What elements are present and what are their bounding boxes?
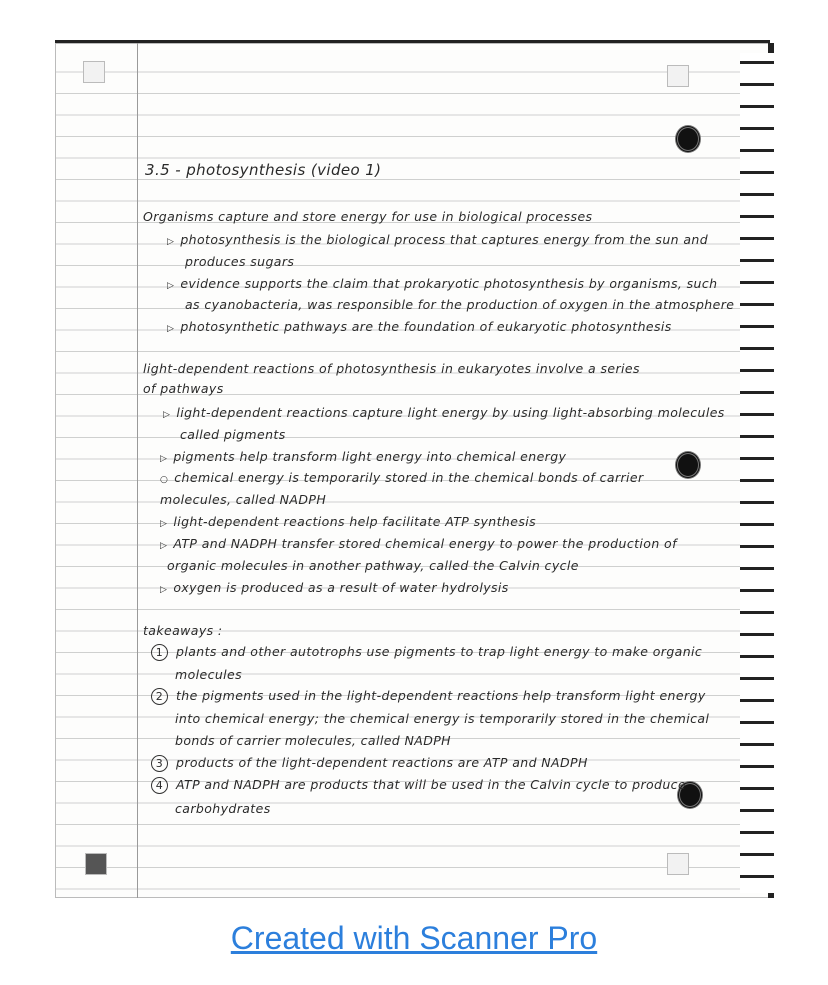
scan-corner-marker [667,853,689,875]
footer [0,920,828,957]
takeaways-heading: takeaways : [143,623,223,638]
scan-corner-marker [83,61,105,83]
margin-line [137,43,138,898]
bullet-icon: ▷ [160,519,168,529]
note-line: ▷ light-dependent reactions capture light energy by using light-absorbing molecules [163,405,725,420]
takeaway-line: bonds of carrier molecules, called NADPH [175,733,451,748]
punch-hole-icon [675,125,701,153]
scan-corner-marker [85,853,107,875]
takeaway-item: 1 plants and other autotrophs use pigments to trap light energy to make organic [151,644,702,661]
note-line: ▷ ATP and NADPH transfer stored chemical energy to power the production of [160,536,677,551]
note-line: ▷ photosynthetic pathways are the foundation of eukaryotic photosynthesis [167,319,672,334]
note-title: 3.5 - photosynthesis (video 1) [145,161,382,179]
bullet-icon: ▷ [167,324,175,334]
note-line: produces sugars [185,254,295,269]
scanned-notebook-page [55,40,770,898]
note-line: ▷ evidence supports the claim that prokaryotic photosynthesis by organisms, such [167,276,718,291]
bullet-icon: ▷ [163,410,171,420]
note-line: called pigments [180,427,286,442]
note-line: ▷ oxygen is produced as a result of water hydrolysis [160,580,509,595]
note-line: ▷ light-dependent reactions help facilitate ATP synthesis [160,514,537,529]
note-line: ▷ pigments help transform light energy into chemical energy [160,449,567,464]
note-line: organic molecules in another pathway, called the Calvin cycle [167,558,579,573]
bullet-icon: ▷ [167,281,175,291]
bullet-icon: ▷ [160,585,168,595]
takeaway-line: carbohydrates [175,801,271,816]
scanner-pro-link[interactable]: Created with Scanner Pro [230,920,598,956]
takeaway-item: 2 the pigments used in the light-dependent reactions help transform light energy [151,688,706,705]
takeaway-line: into chemical energy; the chemical energy is temporarily stored in the chemical [175,711,710,726]
bullet-icon: ○ [160,475,169,485]
spiral-binding [740,53,774,893]
takeaway-item: 4 ATP and NADPH are products that will be used in the Calvin cycle to produce [151,777,686,794]
note-line: ○ chemical energy is temporarily stored in the chemical bonds of carrier [160,470,644,485]
scan-corner-marker [667,65,689,87]
bullet-icon: ▷ [160,454,168,464]
section-heading: Organisms capture and store energy for use in biological processes [143,209,593,224]
note-line: molecules, called NADPH [160,492,327,507]
bullet-icon: ▷ [160,541,168,551]
punch-hole-icon [675,451,701,479]
note-line: ▷ photosynthesis is the biological process that captures energy from the sun and [167,232,709,247]
bullet-icon: ▷ [167,237,175,247]
note-line: as cyanobacteria, was responsible for the production of oxygen in the atmosphere [185,297,735,312]
section-heading: light-dependent reactions of photosynthesis in eukaryotes involve a series [143,361,640,376]
takeaway-item: 3 products of the light-dependent reactions are ATP and NADPH [151,755,588,772]
section-heading-cont: of pathways [143,381,224,396]
takeaway-line: molecules [175,667,243,682]
